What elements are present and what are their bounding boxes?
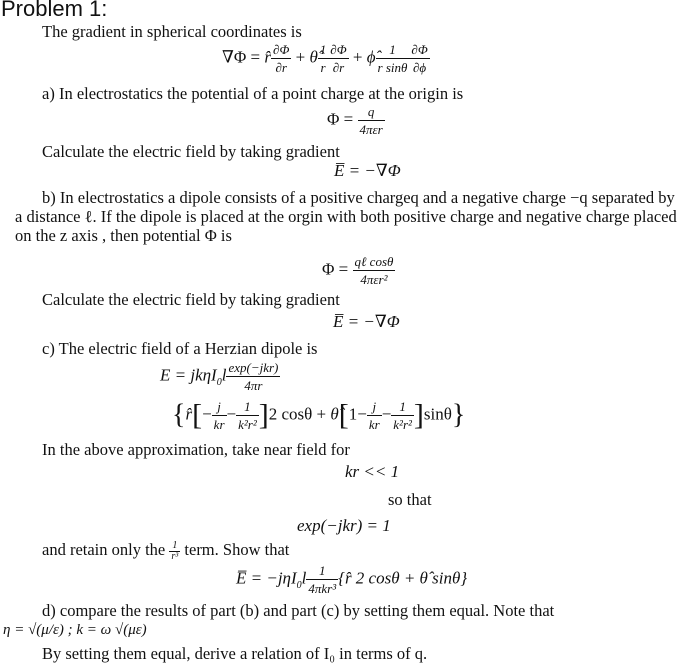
frac-den: 4πkr³: [308, 581, 337, 596]
frac-den: ∂r: [275, 60, 287, 75]
part-b-line2: a distance ℓ. If the dipole is placed at the orgin with both positive charge and negative charge placed: [15, 207, 677, 226]
frac-num: j: [367, 398, 382, 416]
frac-den: r: [320, 60, 326, 75]
frac-num: 1: [391, 398, 414, 416]
frac-den: r sinθ: [377, 60, 408, 75]
frac-num: 1: [169, 541, 180, 552]
part-a-text: a) In electrostatics the potential of a point charge at the origin is: [42, 84, 464, 103]
gradient-lhs: ∇Φ =: [222, 47, 261, 67]
intro-text: The gradient in spherical coordinates is: [42, 22, 302, 41]
subscript-zero: 0: [216, 376, 222, 388]
part-a-calc: Calculate the electric field by taking gradient: [42, 142, 340, 161]
length-l: l: [221, 365, 227, 385]
retain-text: [42, 540, 289, 562]
cos-part: 2 cosθ +: [268, 404, 327, 424]
phi-lhs: Φ =: [322, 259, 349, 279]
bracket-right: ]: [258, 398, 269, 432]
part-d-last: By setting them equal, derive a relation of I₀ in terms of q.: [42, 644, 428, 663]
e-lhs: E = jkηI: [160, 365, 217, 385]
retain-post: term. Show that: [184, 540, 290, 559]
minus-sign: −: [381, 404, 392, 424]
r-hat: r̂: [185, 404, 193, 424]
minus-sign: −: [202, 404, 212, 424]
theta-hat: θ̂: [330, 404, 339, 424]
part-b-line3: on the z axis , then potential Φ is: [15, 226, 232, 245]
sin-part: sinθ: [423, 404, 452, 424]
frac-num: 1: [236, 398, 259, 416]
frac-den: ∂r: [332, 60, 345, 75]
herzian-bracket-eq: [172, 398, 465, 433]
minus-sign: −: [226, 404, 237, 424]
herzian-field-eq: [160, 359, 280, 394]
phi-lhs: Φ =: [327, 109, 354, 129]
frac-num: ∂Φ: [411, 42, 428, 57]
frac-den: r³: [171, 550, 179, 562]
frac-num: qℓ cosθ: [354, 254, 394, 269]
frac-num: ∂Φ: [330, 42, 347, 57]
frac-num: ∂Φ: [273, 42, 290, 57]
subscript-zero: 0: [296, 579, 302, 591]
frac-den: k²r²: [238, 417, 257, 432]
result-lhs: E̅ = −jηI: [236, 568, 297, 588]
part-a-potential: [327, 103, 385, 138]
bracket-left: [: [338, 398, 349, 432]
plus-sign: +: [352, 47, 363, 67]
part-d-text: d) compare the results of part (b) and part (c) by setting them equal. Note that: [42, 601, 555, 620]
part-c-text: c) The electric field of a Herzian dipole is: [42, 339, 318, 358]
part-b-potential: [322, 253, 395, 288]
r-hat: r̂: [264, 47, 272, 67]
frac-num: exp(−jkr): [228, 360, 279, 375]
exp-condition: exp(−jkr) = 1: [297, 516, 391, 535]
brace-open: {: [172, 399, 186, 431]
length-l: l: [301, 568, 307, 588]
phi-hat: ϕ̂: [366, 47, 376, 67]
part-b-calc: Calculate the electric field by taking gradient: [42, 290, 340, 309]
frac-den: kr: [213, 417, 225, 432]
plus-sign: +: [295, 47, 306, 67]
brace-close: }: [451, 399, 466, 431]
near-field-result: [236, 562, 467, 597]
frac-den: 4πεr²: [360, 272, 388, 287]
near-condition: kr << 1: [345, 462, 400, 481]
part-a-field: E̅ = −∇Φ: [334, 161, 401, 180]
so-that-text: so that: [388, 490, 432, 509]
frac-num: 1: [306, 562, 338, 580]
retain-pre: and retain only the: [42, 540, 166, 559]
part-b-field: E̅ = −∇Φ: [333, 312, 400, 331]
problem-title: Problem 1:: [1, 0, 108, 21]
theta-hat: θ̂: [309, 47, 318, 67]
eta-k-relation: η = √(μ/ε) ; k = ω √(με): [3, 622, 147, 638]
frac-den: 4πεr: [359, 122, 383, 137]
frac-num: q: [358, 103, 385, 121]
bracket-right: ]: [413, 398, 424, 432]
frac-den: ∂ϕ: [412, 60, 427, 75]
frac-den: k²r²: [393, 417, 412, 432]
gradient-equation: [222, 41, 430, 76]
result-rhs: {r̂ 2 cosθ + θ̂ sinθ}: [338, 568, 468, 588]
minus-sign: −: [357, 404, 367, 424]
one: 1: [348, 404, 358, 424]
part-b-line1: b) In electrostatics a dipole consists of a positive chargeq and a negative charge −q separated by: [42, 188, 675, 207]
frac-num: j: [212, 398, 227, 416]
frac-num: 1: [319, 42, 327, 57]
near-field-text: In the above approximation, take near field for: [42, 440, 350, 459]
bracket-left: [: [192, 398, 203, 432]
frac-den: kr: [368, 417, 380, 432]
frac-num: 1: [376, 41, 410, 59]
frac-den: 4πr: [244, 378, 263, 393]
